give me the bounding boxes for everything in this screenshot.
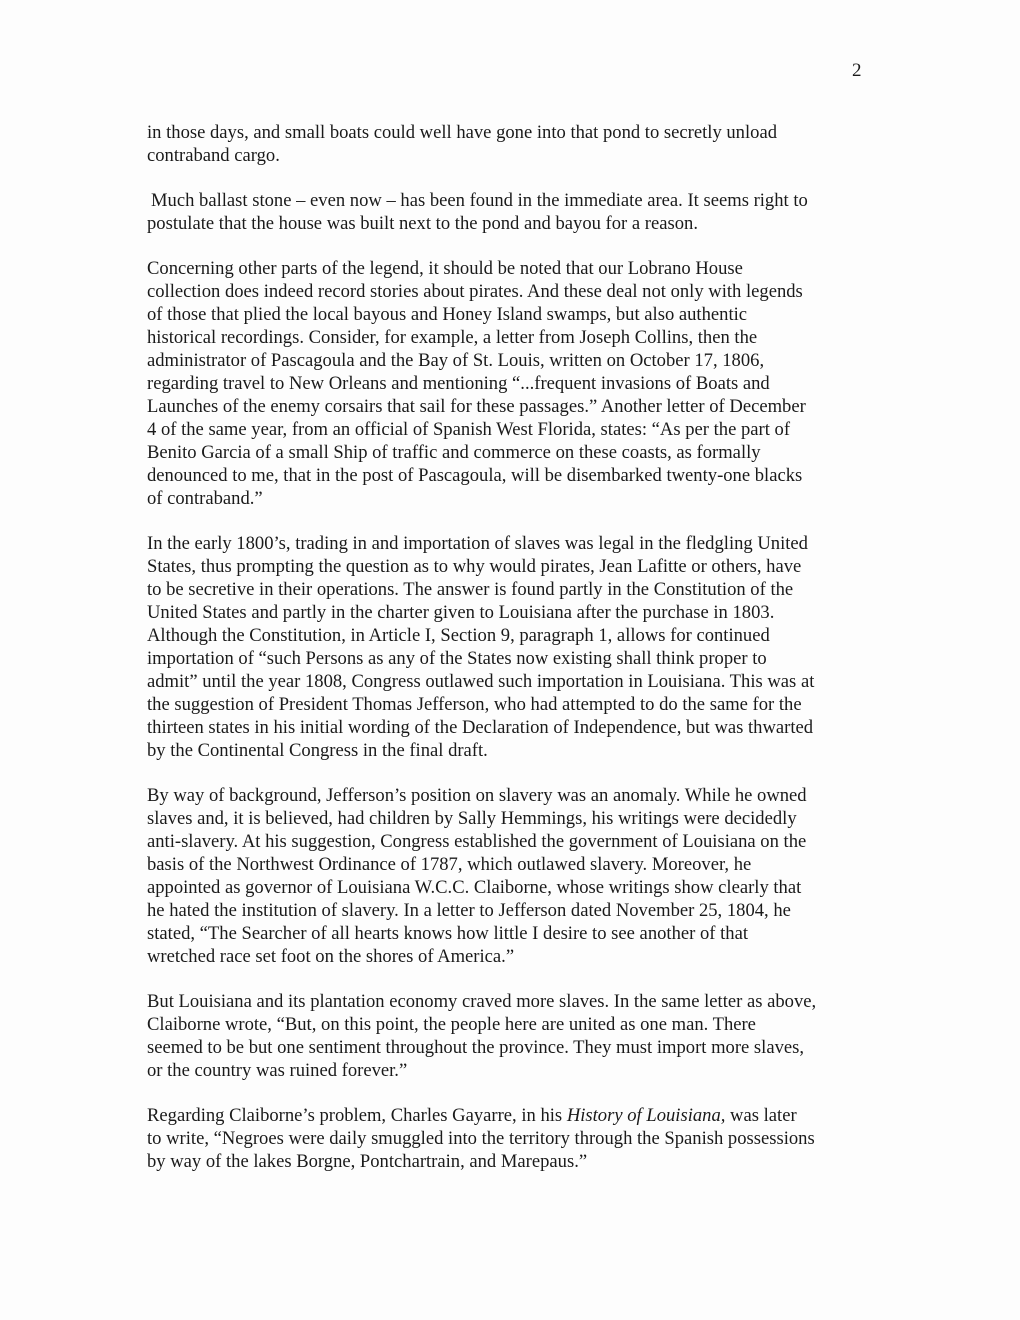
text-line: admit” until the year 1808, Congress outlawed such importation in Louisiana. This was at [147,671,815,692]
text-line: Claiborne wrote, “But, on this point, the people here are united as one man. There [147,1014,756,1035]
text-run: Regarding Claiborne’s problem, Charles Gayarre, in his [147,1105,567,1126]
paragraph [147,257,867,510]
text-line: to be secretive in their operations. The answer is found partly in the Constitution of the [147,579,794,600]
text-line: postulate that the house was built next to the pond and bayou for a reason. [147,213,698,234]
text-line [147,1104,867,1127]
text-line: by the Continental Congress in the final draft. [147,740,488,761]
text-line: collection does indeed record stories about pirates. And these deal not only with legends [147,281,803,302]
text-line: seemed to be but one sentiment throughout the province. They must import more slaves, [147,1037,805,1058]
text-line: anti-slavery. At his suggestion, Congress established the government of Louisiana on the [147,831,807,852]
text-line: the suggestion of President Thomas Jefferson, who had attempted to do the same for the [147,694,802,715]
text-line: Although the Constitution, in Article I, Section 9, paragraph 1, allows for continued [147,625,770,646]
text-line: stated, “The Searcher of all hearts knows how little I desire to see another of that [147,923,748,944]
text-line: Benito Garcia of a small Ship of traffic and commerce on these coasts, as formally [147,442,761,463]
text-line: 4 of the same year, from an official of Spanish West Florida, states: “As per the part of [147,419,791,440]
text-line: historical recordings. Consider, for example, a letter from Joseph Collins, then the [147,327,758,348]
text-line: United States and partly in the charter given to Louisiana after the purchase in 1803. [147,602,775,623]
text-line: administrator of Pascagoula and the Bay of St. Louis, written on October 17, 1806, [147,350,765,371]
text-line: Much ballast stone – even now – has been found in the immediate area. It seems right to [151,190,808,211]
body-text [147,121,867,1173]
text-line: By way of background, Jefferson’s position on slavery was an anomaly. While he owned [147,785,807,806]
text-line: basis of the Northwest Ordinance of 1787, which outlawed slavery. Moreover, he [147,854,752,875]
text-line: In the early 1800’s, trading in and importation of slaves was legal in the fledgling United [147,533,808,554]
text-line: appointed as governor of Louisiana W.C.C. Claiborne, whose writings show clearly that [147,877,802,898]
paragraph [147,990,867,1082]
text-line: to write, “Negroes were daily smuggled into the territory through the Spanish possessions [147,1128,815,1149]
text-line: thirteen states in his initial wording of the Declaration of Independence, but was thwarted [147,717,814,738]
text-line: of those that plied the local bayous and Honey Island swamps, but also authentic [147,304,748,325]
text-line: denounced to me, that in the post of Pascagoula, will be disembarked twenty-one blacks [147,465,803,486]
text-line: Launches of the enemy corsairs that sail for these passages.” Another letter of December [147,396,806,417]
paragraph [147,784,867,968]
text-line: Concerning other parts of the legend, it should be noted that our Lobrano House [147,258,743,279]
text-run: was later [725,1105,797,1126]
text-line: by way of the lakes Borgne, Pontchartrain, and Marepaus.” [147,1151,588,1172]
text-line: States, thus prompting the question as to why would pirates, Jean Lafitte or others, have [147,556,802,577]
text-line: contraband cargo. [147,145,280,166]
page-number: 2 [852,60,862,81]
paragraph [147,189,867,235]
paragraph [147,532,867,762]
text-line: of contraband.” [147,488,263,509]
text-line: wretched race set foot on the shores of America.” [147,946,515,967]
text-line: slaves and, it is believed, had children by Sally Hemmings, his writings were decidedly [147,808,797,829]
text-line: regarding travel to New Orleans and mentioning “...frequent invasions of Boats and [147,373,770,394]
text-line: he hated the institution of slavery. In a letter to Jefferson dated November 25, 1804, he [147,900,791,921]
text-line: But Louisiana and its plantation economy craved more slaves. In the same letter as above, [147,991,817,1012]
paragraph [147,1104,867,1173]
text-line: importation of “such Persons as any of the States now existing shall think proper to [147,648,767,669]
text-line: or the country was ruined forever.” [147,1060,408,1081]
paragraph [147,121,867,167]
book-title: History of Louisiana, [566,1105,726,1126]
text-line: in those days, and small boats could well have gone into that pond to secretly unload [147,122,777,143]
